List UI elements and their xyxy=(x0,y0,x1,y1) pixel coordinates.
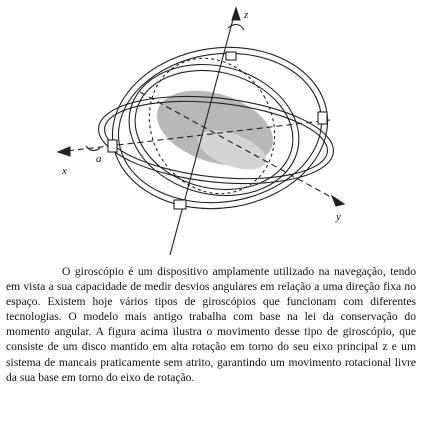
angle-label: a xyxy=(96,153,102,165)
x-axis-label: x xyxy=(62,165,67,177)
passage-text: O giroscópio é um dispositivo amplamente utilizado na navegação, tendo em vista a sua capacidade de medir desvios angulares em relação a uma direção fixa no espaço. Existem hoje vários tipos de giroscópios que funcionam com diferentes tecnologias. O modelo mais antigo trabalha com base na lei da conservação do momento angular. A figura acima ilustra o movimento desse tipo de giroscópio, que consiste de um disco mantido em alta rotação em torno do seu eixo principal z e um sistema de mancais praticamente sem atrito, garantindo um movimento rotacional livre da sua base em torno do eixo de rotação. xyxy=(6,265,416,384)
y-axis-label: y xyxy=(336,211,341,223)
z-axis-label: z xyxy=(244,9,249,21)
